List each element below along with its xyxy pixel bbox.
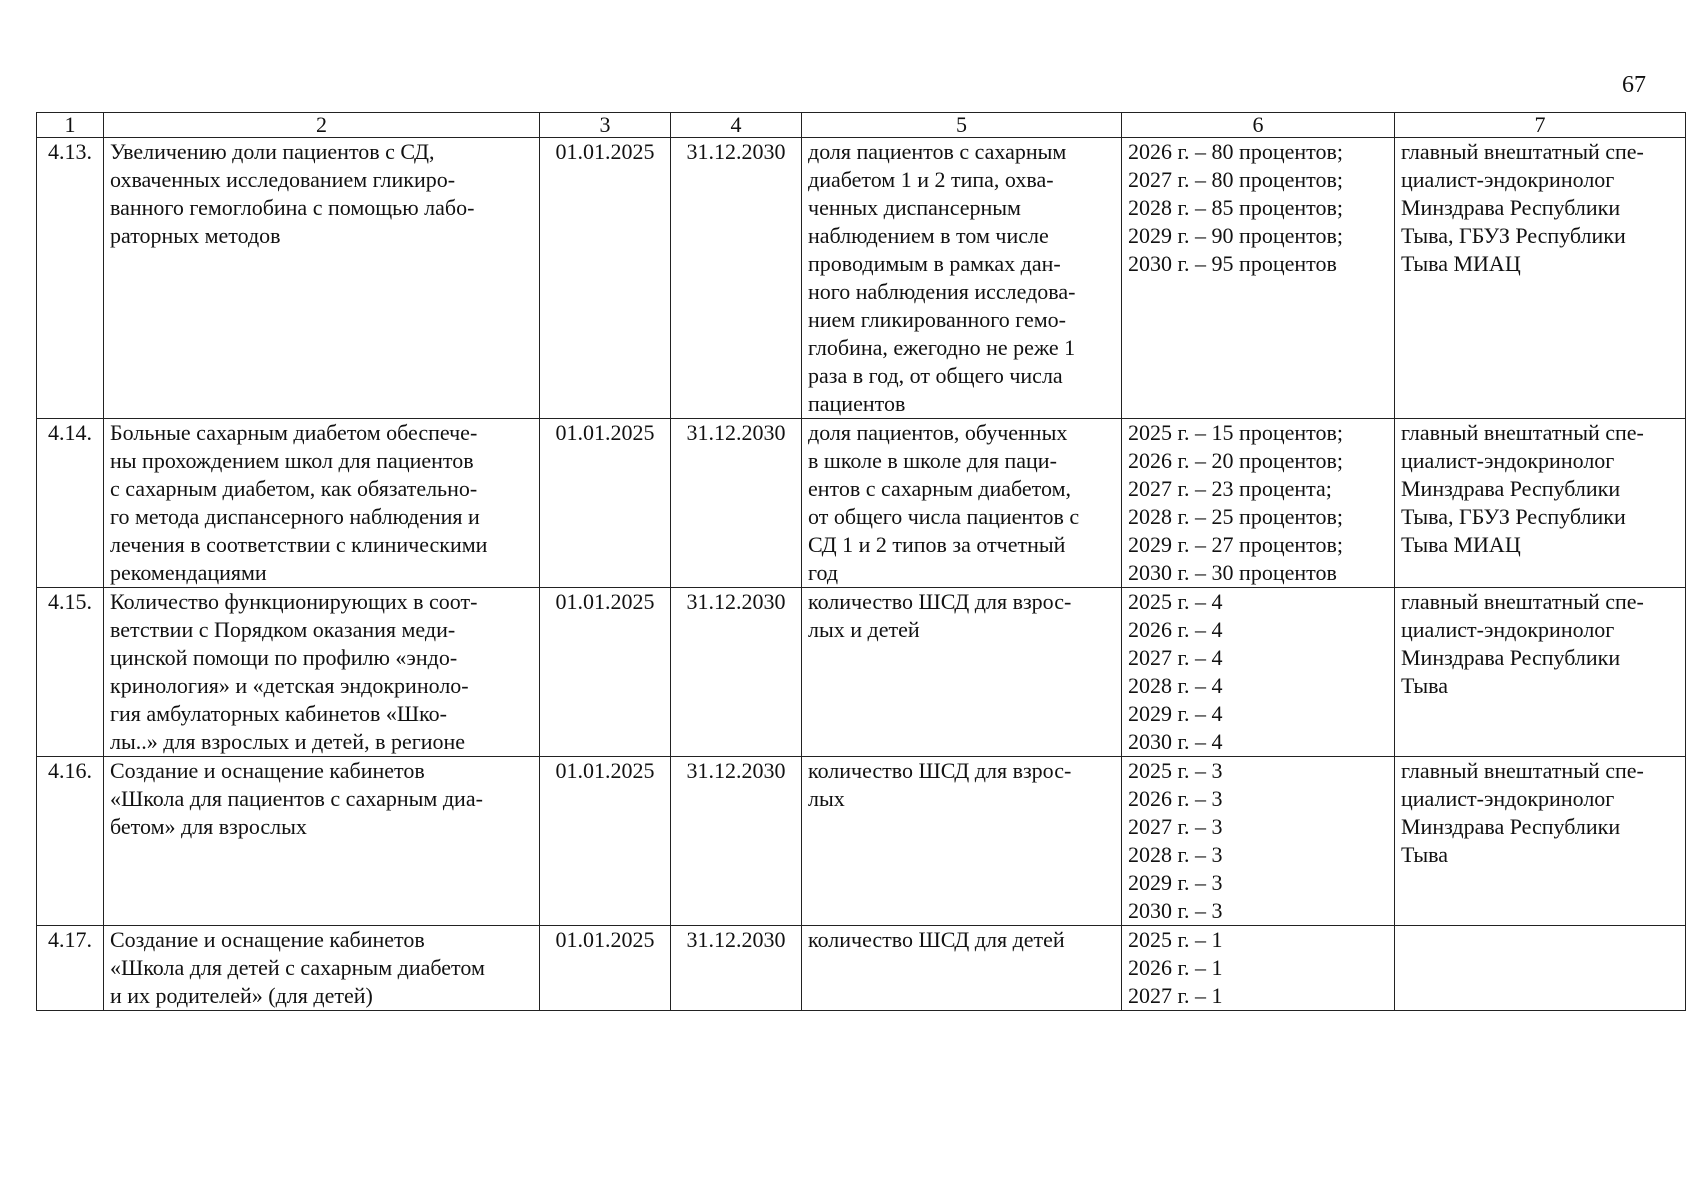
table-row <box>37 138 1686 419</box>
row-number: 4.15. <box>37 588 104 757</box>
responsible-party <box>1395 588 1686 757</box>
text-line: раторных методов <box>110 223 281 248</box>
text-line: 2028 г. – 3 <box>1128 842 1223 867</box>
start-date: 01.01.2025 <box>540 138 671 419</box>
text-line: циалист-эндокринолог <box>1401 167 1615 192</box>
text-line: СД 1 и 2 типов за отчетный <box>808 532 1066 557</box>
text-line: рекомендациями <box>110 560 267 585</box>
text-line: циалист-эндокринолог <box>1401 617 1615 642</box>
table-row <box>37 757 1686 926</box>
text-line: глобина, ежегодно не реже 1 <box>808 335 1076 360</box>
column-header: 2 <box>104 113 540 138</box>
text-line: нием гликированного гемо- <box>808 307 1066 332</box>
text-line: ветствии с Порядком оказания меди- <box>110 617 456 642</box>
row-number: 4.13. <box>37 138 104 419</box>
text-line: 2030 г. – 95 процентов <box>1128 251 1337 276</box>
text-line: с сахарным диабетом, как обязательно- <box>110 476 478 501</box>
text-line: 2027 г. – 3 <box>1128 814 1223 839</box>
text-line: от общего числа пациентов с <box>808 504 1080 529</box>
table-body <box>37 138 1686 1011</box>
text-line: ченных диспансерным <box>808 195 1021 220</box>
indicator-text <box>802 419 1122 588</box>
text-line: год <box>808 560 839 585</box>
target-values <box>1122 419 1395 588</box>
column-header: 6 <box>1122 113 1395 138</box>
text-line: диабетом 1 и 2 типа, охва- <box>808 167 1054 192</box>
end-date: 31.12.2030 <box>671 419 802 588</box>
text-line: 2027 г. – 23 процента; <box>1128 476 1332 501</box>
end-date: 31.12.2030 <box>671 757 802 926</box>
column-header: 5 <box>802 113 1122 138</box>
text-line: доля пациентов, обученных <box>808 420 1068 445</box>
text-line: раза в год, от общего числа <box>808 363 1063 388</box>
column-header: 1 <box>37 113 104 138</box>
text-line: Тыва <box>1401 842 1448 867</box>
text-line: 2027 г. – 80 процентов; <box>1128 167 1343 192</box>
text-line: циалист-эндокринолог <box>1401 448 1615 473</box>
row-number: 4.16. <box>37 757 104 926</box>
text-line: 2025 г. – 4 <box>1128 589 1223 614</box>
text-line: 2029 г. – 90 процентов; <box>1128 223 1343 248</box>
text-line: лых и детей <box>808 617 920 642</box>
measure-name <box>104 138 540 419</box>
text-line: 2026 г. – 4 <box>1128 617 1223 642</box>
text-line: 2026 г. – 1 <box>1128 955 1223 980</box>
text-line: доля пациентов с сахарным <box>808 139 1067 164</box>
text-line: главный внештатный спе- <box>1401 589 1644 614</box>
text-line: количество ШСД для детей <box>808 927 1065 952</box>
start-date: 01.01.2025 <box>540 757 671 926</box>
text-line: ны прохождением школ для пациентов <box>110 448 474 473</box>
column-header: 4 <box>671 113 802 138</box>
responsible-party <box>1395 757 1686 926</box>
text-line: 2028 г. – 25 процентов; <box>1128 504 1343 529</box>
responsible-party <box>1395 926 1686 1011</box>
measure-name <box>104 757 540 926</box>
indicator-text <box>802 138 1122 419</box>
start-date: 01.01.2025 <box>540 926 671 1011</box>
target-values <box>1122 757 1395 926</box>
text-line: лых <box>808 786 845 811</box>
indicator-text <box>802 588 1122 757</box>
text-line: Создание и оснащение кабинетов <box>110 758 425 783</box>
table-row <box>37 926 1686 1011</box>
text-line: охваченных исследованием гликиро- <box>110 167 456 192</box>
text-line: 2025 г. – 1 <box>1128 927 1223 952</box>
text-line: в школе в школе для паци- <box>808 448 1057 473</box>
text-line: гия амбулаторных кабинетов «Шко- <box>110 701 447 726</box>
text-line: Создание и оснащение кабинетов <box>110 927 425 952</box>
text-line: главный внештатный спе- <box>1401 420 1644 445</box>
table-row <box>37 419 1686 588</box>
row-number: 4.14. <box>37 419 104 588</box>
text-line: Минздрава Республики <box>1401 476 1621 501</box>
text-line: Тыва, ГБУЗ Республики <box>1401 223 1626 248</box>
text-line: кринология» и «детская эндокриноло- <box>110 673 469 698</box>
text-line: лечения в соответствии с клиническими <box>110 532 488 557</box>
text-line: 2025 г. – 3 <box>1128 758 1223 783</box>
measures-table <box>36 112 1686 1011</box>
text-line: количество ШСД для взрос- <box>808 758 1072 783</box>
end-date: 31.12.2030 <box>671 588 802 757</box>
text-line: 2030 г. – 3 <box>1128 898 1223 923</box>
text-line: Количество функционирующих в соот- <box>110 589 478 614</box>
responsible-party <box>1395 419 1686 588</box>
text-line: Минздрава Республики <box>1401 195 1621 220</box>
text-line: 2027 г. – 4 <box>1128 645 1223 670</box>
text-line: 2029 г. – 27 процентов; <box>1128 532 1343 557</box>
text-line: Тыва, ГБУЗ Республики <box>1401 504 1626 529</box>
text-line: главный внештатный спе- <box>1401 139 1644 164</box>
text-line: Больные сахарным диабетом обеспече- <box>110 420 478 445</box>
column-header: 7 <box>1395 113 1686 138</box>
text-line: ного наблюдения исследова- <box>808 279 1076 304</box>
text-line: 2028 г. – 85 процентов; <box>1128 195 1343 220</box>
text-line: 2027 г. – 1 <box>1128 983 1223 1008</box>
text-line: «Школа для пациентов с сахарным диа- <box>110 786 483 811</box>
text-line: и их родителей» (для детей) <box>110 983 373 1008</box>
target-values <box>1122 926 1395 1011</box>
column-header: 3 <box>540 113 671 138</box>
measure-name <box>104 926 540 1011</box>
text-line: 2026 г. – 80 процентов; <box>1128 139 1343 164</box>
page-number: 67 <box>1622 72 1646 98</box>
text-line: Тыва МИАЦ <box>1401 251 1521 276</box>
target-values <box>1122 138 1395 419</box>
indicator-text <box>802 757 1122 926</box>
text-line: 2026 г. – 3 <box>1128 786 1223 811</box>
text-line: го метода диспансерного наблюдения и <box>110 504 480 529</box>
text-line: 2030 г. – 30 процентов <box>1128 560 1337 585</box>
measure-name <box>104 419 540 588</box>
text-line: циалист-эндокринолог <box>1401 786 1615 811</box>
end-date: 31.12.2030 <box>671 138 802 419</box>
text-line: главный внештатный спе- <box>1401 758 1644 783</box>
text-line: 2030 г. – 4 <box>1128 729 1223 754</box>
text-line: ентов с сахарным диабетом, <box>808 476 1071 501</box>
text-line: наблюдением в том числе <box>808 223 1049 248</box>
text-line: 2026 г. – 20 процентов; <box>1128 448 1343 473</box>
text-line: Минздрава Республики <box>1401 645 1621 670</box>
row-number: 4.17. <box>37 926 104 1011</box>
text-line: бетом» для взрослых <box>110 814 307 839</box>
text-line: проводимым в рамках дан- <box>808 251 1061 276</box>
text-line: 2028 г. – 4 <box>1128 673 1223 698</box>
text-line: 2029 г. – 3 <box>1128 870 1223 895</box>
text-line: цинской помощи по профилю «эндо- <box>110 645 458 670</box>
text-line: «Школа для детей с сахарным диабетом <box>110 955 485 980</box>
responsible-party <box>1395 138 1686 419</box>
text-line: Увеличению доли пациентов с СД, <box>110 139 435 164</box>
text-line: Тыва МИАЦ <box>1401 532 1521 557</box>
text-line: Тыва <box>1401 673 1448 698</box>
text-line: ванного гемоглобина с помощью лабо- <box>110 195 475 220</box>
end-date: 31.12.2030 <box>671 926 802 1011</box>
text-line: Минздрава Республики <box>1401 814 1621 839</box>
text-line: пациентов <box>808 391 906 416</box>
text-line: лы..» для взрослых и детей, в регионе <box>110 729 466 754</box>
start-date: 01.01.2025 <box>540 588 671 757</box>
measure-name <box>104 588 540 757</box>
text-line: количество ШСД для взрос- <box>808 589 1072 614</box>
indicator-text <box>802 926 1122 1011</box>
text-line: 2029 г. – 4 <box>1128 701 1223 726</box>
text-line: 2025 г. – 15 процентов; <box>1128 420 1343 445</box>
header-row <box>37 113 1686 138</box>
table-row <box>37 588 1686 757</box>
start-date: 01.01.2025 <box>540 419 671 588</box>
target-values <box>1122 588 1395 757</box>
